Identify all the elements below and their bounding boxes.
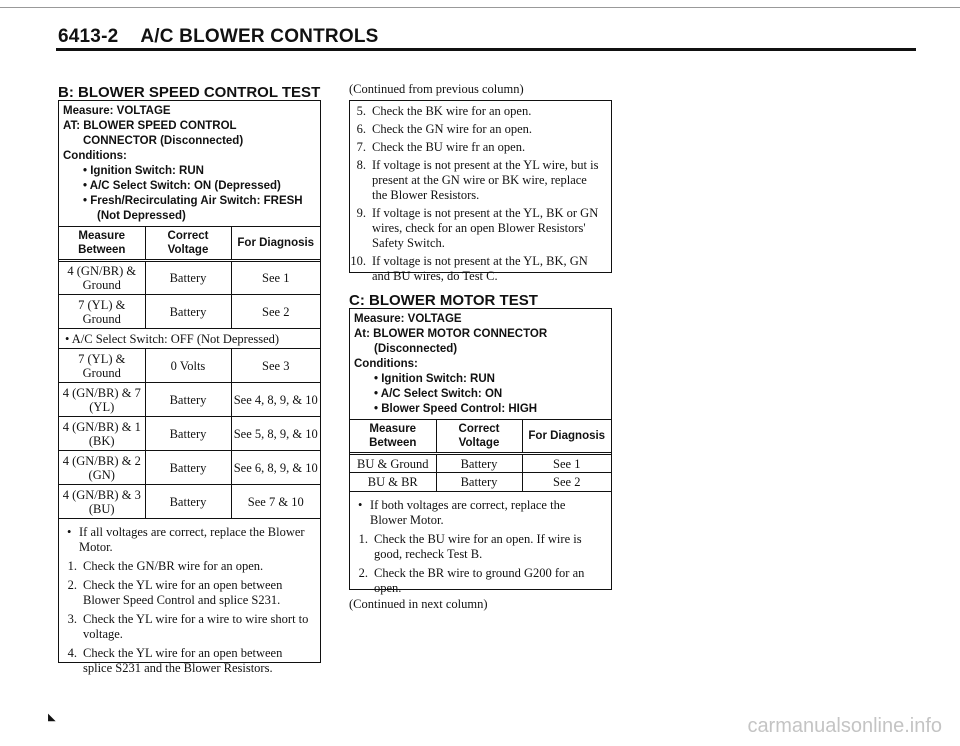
step-text: Check the YL wire for an open between Blower Speed Control and splice S231. xyxy=(83,578,283,607)
step-marker: 2. xyxy=(358,566,368,580)
step-text: Check the YL wire for an open between splice S231 and the Blower Resistors. xyxy=(83,646,283,675)
condition-line: At: BLOWER MOTOR CONNECTOR xyxy=(354,328,548,340)
column-header: Measure Between xyxy=(59,227,145,261)
section-c-box xyxy=(349,308,612,595)
step-text: Check the BU wire fr an open. xyxy=(372,140,526,154)
step-marker: 8. xyxy=(356,158,366,172)
step-marker: • xyxy=(67,525,72,539)
column-header: For Diagnosis xyxy=(231,227,320,261)
table-cell: See 7 & 10 xyxy=(231,485,320,519)
continued-from-note: (Continued from previous column) xyxy=(349,82,524,96)
condition-line: CONNECTOR (Disconnected) xyxy=(83,135,244,147)
table-cell: 7 (YL) & Ground xyxy=(59,349,145,383)
table-cell: See 4, 8, 9, & 10 xyxy=(231,383,320,417)
page-number: 6413-2 xyxy=(58,26,119,47)
table-cell: 4 (GN/BR) & 3 (BU) xyxy=(59,485,145,519)
table-cell: 4 (GN/BR) & Ground xyxy=(59,261,145,295)
corner-mark-icon: ◣ xyxy=(48,712,56,723)
table-cell: Battery xyxy=(145,485,231,519)
table-cell: Battery xyxy=(145,451,231,485)
table-cell: See 6, 8, 9, & 10 xyxy=(231,451,320,485)
section-c-title: C: BLOWER MOTOR TEST xyxy=(349,292,538,309)
section-c-table xyxy=(350,419,611,492)
step-item xyxy=(350,122,605,137)
step-marker: 2. xyxy=(67,578,77,592)
step-item xyxy=(61,525,314,555)
step-marker: 10. xyxy=(350,254,366,268)
continued-steps-box xyxy=(349,100,612,283)
header-rule xyxy=(56,48,916,51)
section-b-title: B: BLOWER SPEED CONTROL TEST xyxy=(58,84,321,101)
table-cell: See 1 xyxy=(231,261,320,295)
table-cell: 0 Volts xyxy=(145,349,231,383)
step-marker: 7. xyxy=(356,140,366,154)
step-marker: 1. xyxy=(67,559,77,573)
table-cell: Battery xyxy=(145,417,231,451)
condition-line: • Ignition Switch: RUN xyxy=(374,373,495,385)
step-item xyxy=(61,578,314,608)
step-text: Check the GN wire for an open. xyxy=(372,122,533,136)
step-item xyxy=(352,532,605,562)
condition-line: • A/C Select Switch: ON xyxy=(374,388,503,400)
table-header-row xyxy=(350,420,611,454)
condition-line: • A/C Select Switch: ON (Depressed) xyxy=(83,180,281,192)
condition-line: Measure: VOLTAGE xyxy=(354,313,462,325)
table-row xyxy=(350,454,611,473)
section-b-box xyxy=(58,100,321,675)
step-item xyxy=(352,566,605,596)
table-row xyxy=(59,295,320,329)
table-row xyxy=(59,383,320,417)
step-marker: 6. xyxy=(356,122,366,136)
table-cell: 4 (GN/BR) & 2 (GN) xyxy=(59,451,145,485)
step-marker: 1. xyxy=(358,532,368,546)
step-text: If voltage is not present at the YL, BK, GN and BU wires, do Test C. xyxy=(372,254,588,283)
condition-line: • Ignition Switch: RUN xyxy=(83,165,204,177)
mid-condition: • A/C Select Switch: OFF (Not Depressed) xyxy=(59,329,320,349)
continued-steps xyxy=(350,101,611,284)
condition-line: Conditions: xyxy=(354,358,418,370)
condition-line: (Not Depressed) xyxy=(97,210,186,222)
watermark: carmanualsonline.info xyxy=(747,715,942,737)
step-item xyxy=(350,158,605,203)
table-row xyxy=(350,473,611,492)
page-header xyxy=(58,26,379,48)
step-item xyxy=(352,498,605,528)
condition-line: • Fresh/Recirculating Air Switch: FRESH xyxy=(83,195,303,207)
table-row xyxy=(59,485,320,519)
step-text: Check the BK wire for an open. xyxy=(372,104,532,118)
step-text: If all voltages are correct, replace the Blower Motor. xyxy=(79,525,305,554)
table-cell: 4 (GN/BR) & 7 (YL) xyxy=(59,383,145,417)
step-item xyxy=(350,206,605,251)
table-condition-row xyxy=(59,329,320,349)
condition-line: (Disconnected) xyxy=(374,343,458,355)
step-marker: 4. xyxy=(67,646,77,660)
table-cell: See 1 xyxy=(522,454,611,473)
table-row xyxy=(59,451,320,485)
table-cell: Battery xyxy=(145,295,231,329)
section-c-conditions xyxy=(350,309,611,419)
step-item xyxy=(350,104,605,119)
table-cell: Battery xyxy=(145,383,231,417)
condition-line: AT: BLOWER SPEED CONTROL xyxy=(63,120,237,132)
table-row xyxy=(59,417,320,451)
step-text: Check the BR wire to ground G200 for an open. xyxy=(374,566,585,595)
table-header-row xyxy=(59,227,320,261)
table-cell: 4 (GN/BR) & 1 (BK) xyxy=(59,417,145,451)
step-text: If both voltages are correct, replace the Blower Motor. xyxy=(370,498,566,527)
column-header: Measure Between xyxy=(350,420,436,454)
step-item xyxy=(61,559,314,574)
step-item xyxy=(350,254,605,284)
table-cell: See 5, 8, 9, & 10 xyxy=(231,417,320,451)
step-text: Check the BU wire for an open. If wire is good, recheck Test B. xyxy=(374,532,582,561)
column-header: Correct Voltage xyxy=(145,227,231,261)
table-cell: Battery xyxy=(436,473,522,492)
condition-line: • Blower Speed Control: HIGH xyxy=(374,403,538,415)
column-header: For Diagnosis xyxy=(522,420,611,454)
step-marker: 3. xyxy=(67,612,77,626)
table-cell: 7 (YL) & Ground xyxy=(59,295,145,329)
table-cell: See 2 xyxy=(231,295,320,329)
step-item xyxy=(61,612,314,642)
table-cell: See 3 xyxy=(231,349,320,383)
table-cell: Battery xyxy=(145,261,231,295)
section-c-steps xyxy=(350,492,611,596)
table-cell: See 2 xyxy=(522,473,611,492)
column-header: Correct Voltage xyxy=(436,420,522,454)
step-text: If voltage is not present at the YL, BK or GN wires, check for an open Blower Resistors' Safety Switch. xyxy=(372,206,599,250)
step-text: Check the GN/BR wire for an open. xyxy=(83,559,264,573)
scan-edge-line xyxy=(0,7,960,8)
table-row xyxy=(59,261,320,295)
condition-line: Conditions: xyxy=(63,150,127,162)
section-b-steps xyxy=(59,519,320,676)
step-text: Check the YL wire for a wire to wire short to voltage. xyxy=(83,612,309,641)
step-marker: 5. xyxy=(356,104,366,118)
table-cell: Battery xyxy=(436,454,522,473)
section-b-conditions xyxy=(59,101,320,226)
table-row xyxy=(59,349,320,383)
step-item xyxy=(350,140,605,155)
condition-line: Measure: VOLTAGE xyxy=(63,105,171,117)
table-cell: BU & BR xyxy=(350,473,436,492)
continued-in-note: (Continued in next column) xyxy=(349,597,488,611)
section-b-table xyxy=(59,226,320,519)
table-cell: BU & Ground xyxy=(350,454,436,473)
step-text: If voltage is not present at the YL wire, but is present at the GN wire or BK wire, replace the Blower Resistors. xyxy=(372,158,599,202)
step-item xyxy=(61,646,314,676)
page-title: A/C BLOWER CONTROLS xyxy=(140,26,379,47)
step-marker: • xyxy=(358,498,363,512)
step-marker: 9. xyxy=(356,206,366,220)
